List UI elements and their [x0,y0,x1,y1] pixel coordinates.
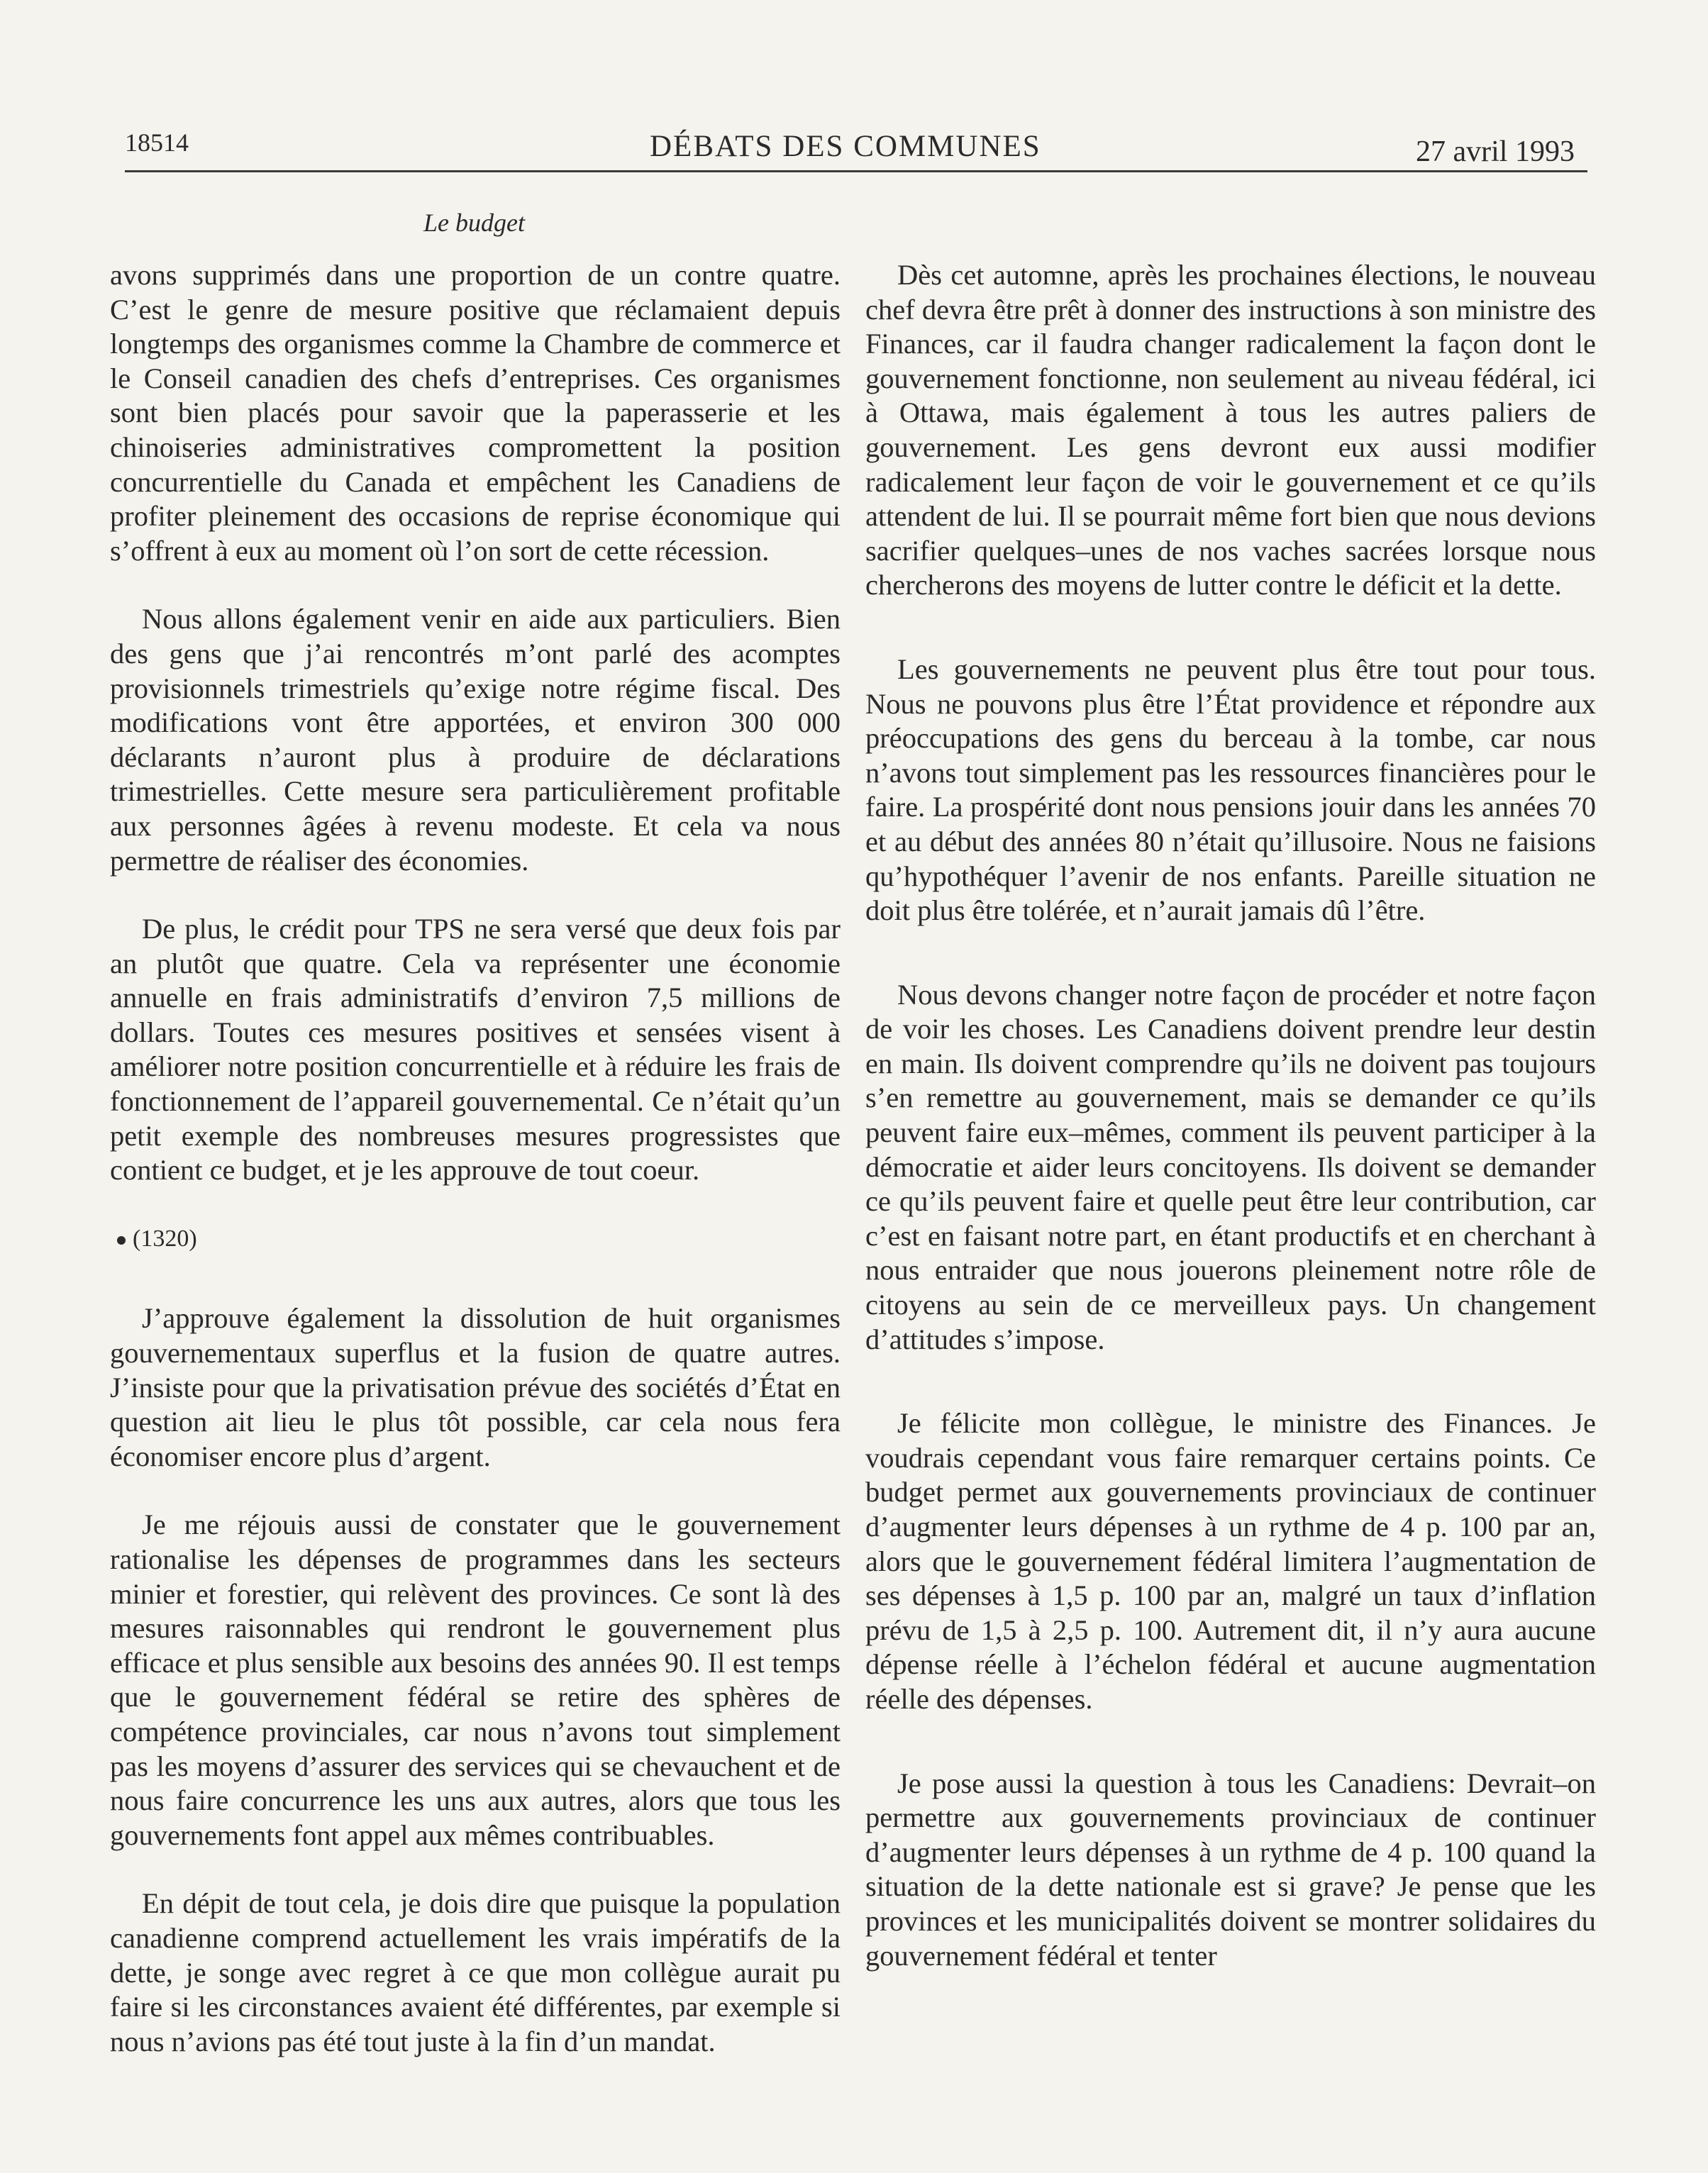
left-column [110,258,841,2093]
header-rule [125,170,1587,172]
paragraph: Je me réjouis aussi de constater que le gouvernement rationalise les dépenses de programmes dans les secteurs minier et forestier, qui relèvent des provinces. Ce sont là des mesures raisonnables qui rendront le gouvernement plus efficace et plus sensible aux besoins des années 90. Il est temps que le gouvernement fédéral se retire des sphères de compétence provinciales, car nous n’avons tout simplement pas les moyens d’assurer des services qui se chevauchent et de nous faire concurrence les uns aux autres, alors que tous les gouvernements font appel aux mêmes contribuables. [110,1508,841,1851]
bullet-icon [117,1236,126,1245]
paragraph: Les gouvernements ne peuvent plus être tout pour tous. Nous ne pouvons plus être l’État providence et répondre aux préoccupations des gens du berceau à la tombe, car nous n’avons tout simplement pas les ressources financières pour le faire. La prospérité dont nous pensions jouir dans les années 70 et au début des années 80 n’était qu’illusoire. Nous ne faisions qu’hypothéquer l’avenir de nos enfants. Pareille situation ne doit plus être tolérée, et n’aurait jamais dû l’être. [865,652,1596,927]
paragraph: Nous allons également venir en aide aux particuliers. Bien des gens que j’ai rencontrés m’ont parlé des acomptes provisionnels trimestriels qu’exige notre régime fiscal. Des modifications vont être apportées, et environ 300 000 déclarants n’auront plus à produire de déclarations trimestrielles. Cette mesure sera particulièrement profitable aux personnes âgées à revenu modeste. Et cela va nous permettre de réaliser des économies. [110,603,841,877]
paragraph: En dépit de tout cela, je dois dire que puisque la population canadienne comprend actuellement les vrais impératifs de la dette, je songe avec regret à ce que mon collègue aurait pu faire si les circonstances avaient été différentes, par exemple si nous n’avions pas été tout juste à la fin d’un mandat. [110,1887,841,2057]
paragraph: avons supprimés dans une proportion de un contre quatre. C’est le genre de mesure positive que réclamaient depuis longtemps des organismes comme la Chambre de commerce et le Conseil canadien des chefs d’entreprises. Ces organismes sont bien placés pour savoir que la paperasserie et les chinoiseries administratives compromettent la position concurrentielle du Canada et empêchent les Canadiens de profiter pleinement des occasions de reprise économique qui s’offrent à eux au moment où l’on sort de cette récession. [110,259,841,567]
paragraph: Nous devons changer notre façon de procéder et notre façon de voir les choses. Les Canadiens doivent prendre leur destin en main. Ils doivent comprendre qu’ils ne doivent pas toujours s’en remettre au gouvernement, mais se demander ce qu’ils peuvent faire eux–mêmes, comment ils peuvent participer à la démocratie et aider leurs concitoyens. Ils doivent se demander ce qu’ils peuvent faire et quelle peut être leur contribution, car c’est en faisant notre part, en étant productifs et en cherchant à nous entraider que nous jouerons pleinement notre rôle de citoyens au sein de ce merveilleux pays. Un changement d’attitudes s’impose. [865,978,1596,1355]
right-column [865,258,1596,2023]
paragraph: De plus, le crédit pour TPS ne sera versé que deux fois par an plutôt que quatre. Cela va représenter une économie annuelle en frais administratifs d’environ 7,5 millions de dollars. Toutes ces mesures positives et sensées visent à améliorer notre position concurrentielle et à réduire les frais de fonctionnement de l’appareil gouvernemental. Ce n’était qu’un petit exemple des nombreuses mesures progressistes que contient ce budget, et je les approuve de tout coeur. [110,913,841,1186]
journal-title: DÉBATS DES COMMUNES [650,130,1041,163]
time-marker-text: (1320) [133,1225,197,1252]
running-title: Le budget [423,209,525,237]
paragraph: Je félicite mon collègue, le ministre des Finances. Je voudrais cependant vous faire remarquer certains points. Ce budget permet aux gouvernements provinciaux de continuer d’augmenter leurs dépenses à un rythme de 4 p. 100 par an, alors que le gouvernement fédéral limitera l’augmentation de ses dépenses à 1,5 p. 100 par an, malgré un taux d’inflation prévu de 1,5 à 2,5 p. 100. Autrement dit, il n’y aura aucune dépense réelle à l’échelon fédéral et aucune augmentation réelle des dépenses. [865,1407,1596,1715]
paragraph: J’approuve également la dissolution de huit organismes gouvernementaux superflus et la fusion de quatre autres. J’insiste pour que la privatisation prévue des sociétés d’État en question ait lieu le plus tôt possible, car cela nous fera économiser encore plus d’argent. [110,1302,841,1472]
time-marker [117,1222,841,1257]
paragraph: Je pose aussi la question à tous les Canadiens: Devrait–on permettre aux gouvernements provinciaux de continuer d’augmenter leurs dépenses à un rythme de 4 p. 100 quand la situation de la dette nationale est si grave? Je pense que les provinces et les municipalités doivent se montrer solidaires du gouvernement fédéral et tenter [865,1767,1596,1972]
page-date: 27 avril 1993 [1416,135,1575,168]
paragraph: Dès cet automne, après les prochaines élections, le nouveau chef devra être prêt à donner des instructions à son ministre des Finances, car il faudra changer radicalement la façon dont le gouvernement fonctionne, non seulement au niveau fédéral, ici à Ottawa, mais également à tous les autres paliers de gouvernement. Les gens devront eux aussi modifier radicalement leur façon de voir le gouvernement et ce qu’ils attendent de lui. Il se pourrait même fort bien que nous devions sacrifier quelques–unes de nos vaches sacrées lorsque nous chercherons des moyens de lutter contre le déficit et la dette. [865,259,1596,601]
page-number: 18514 [125,128,189,157]
